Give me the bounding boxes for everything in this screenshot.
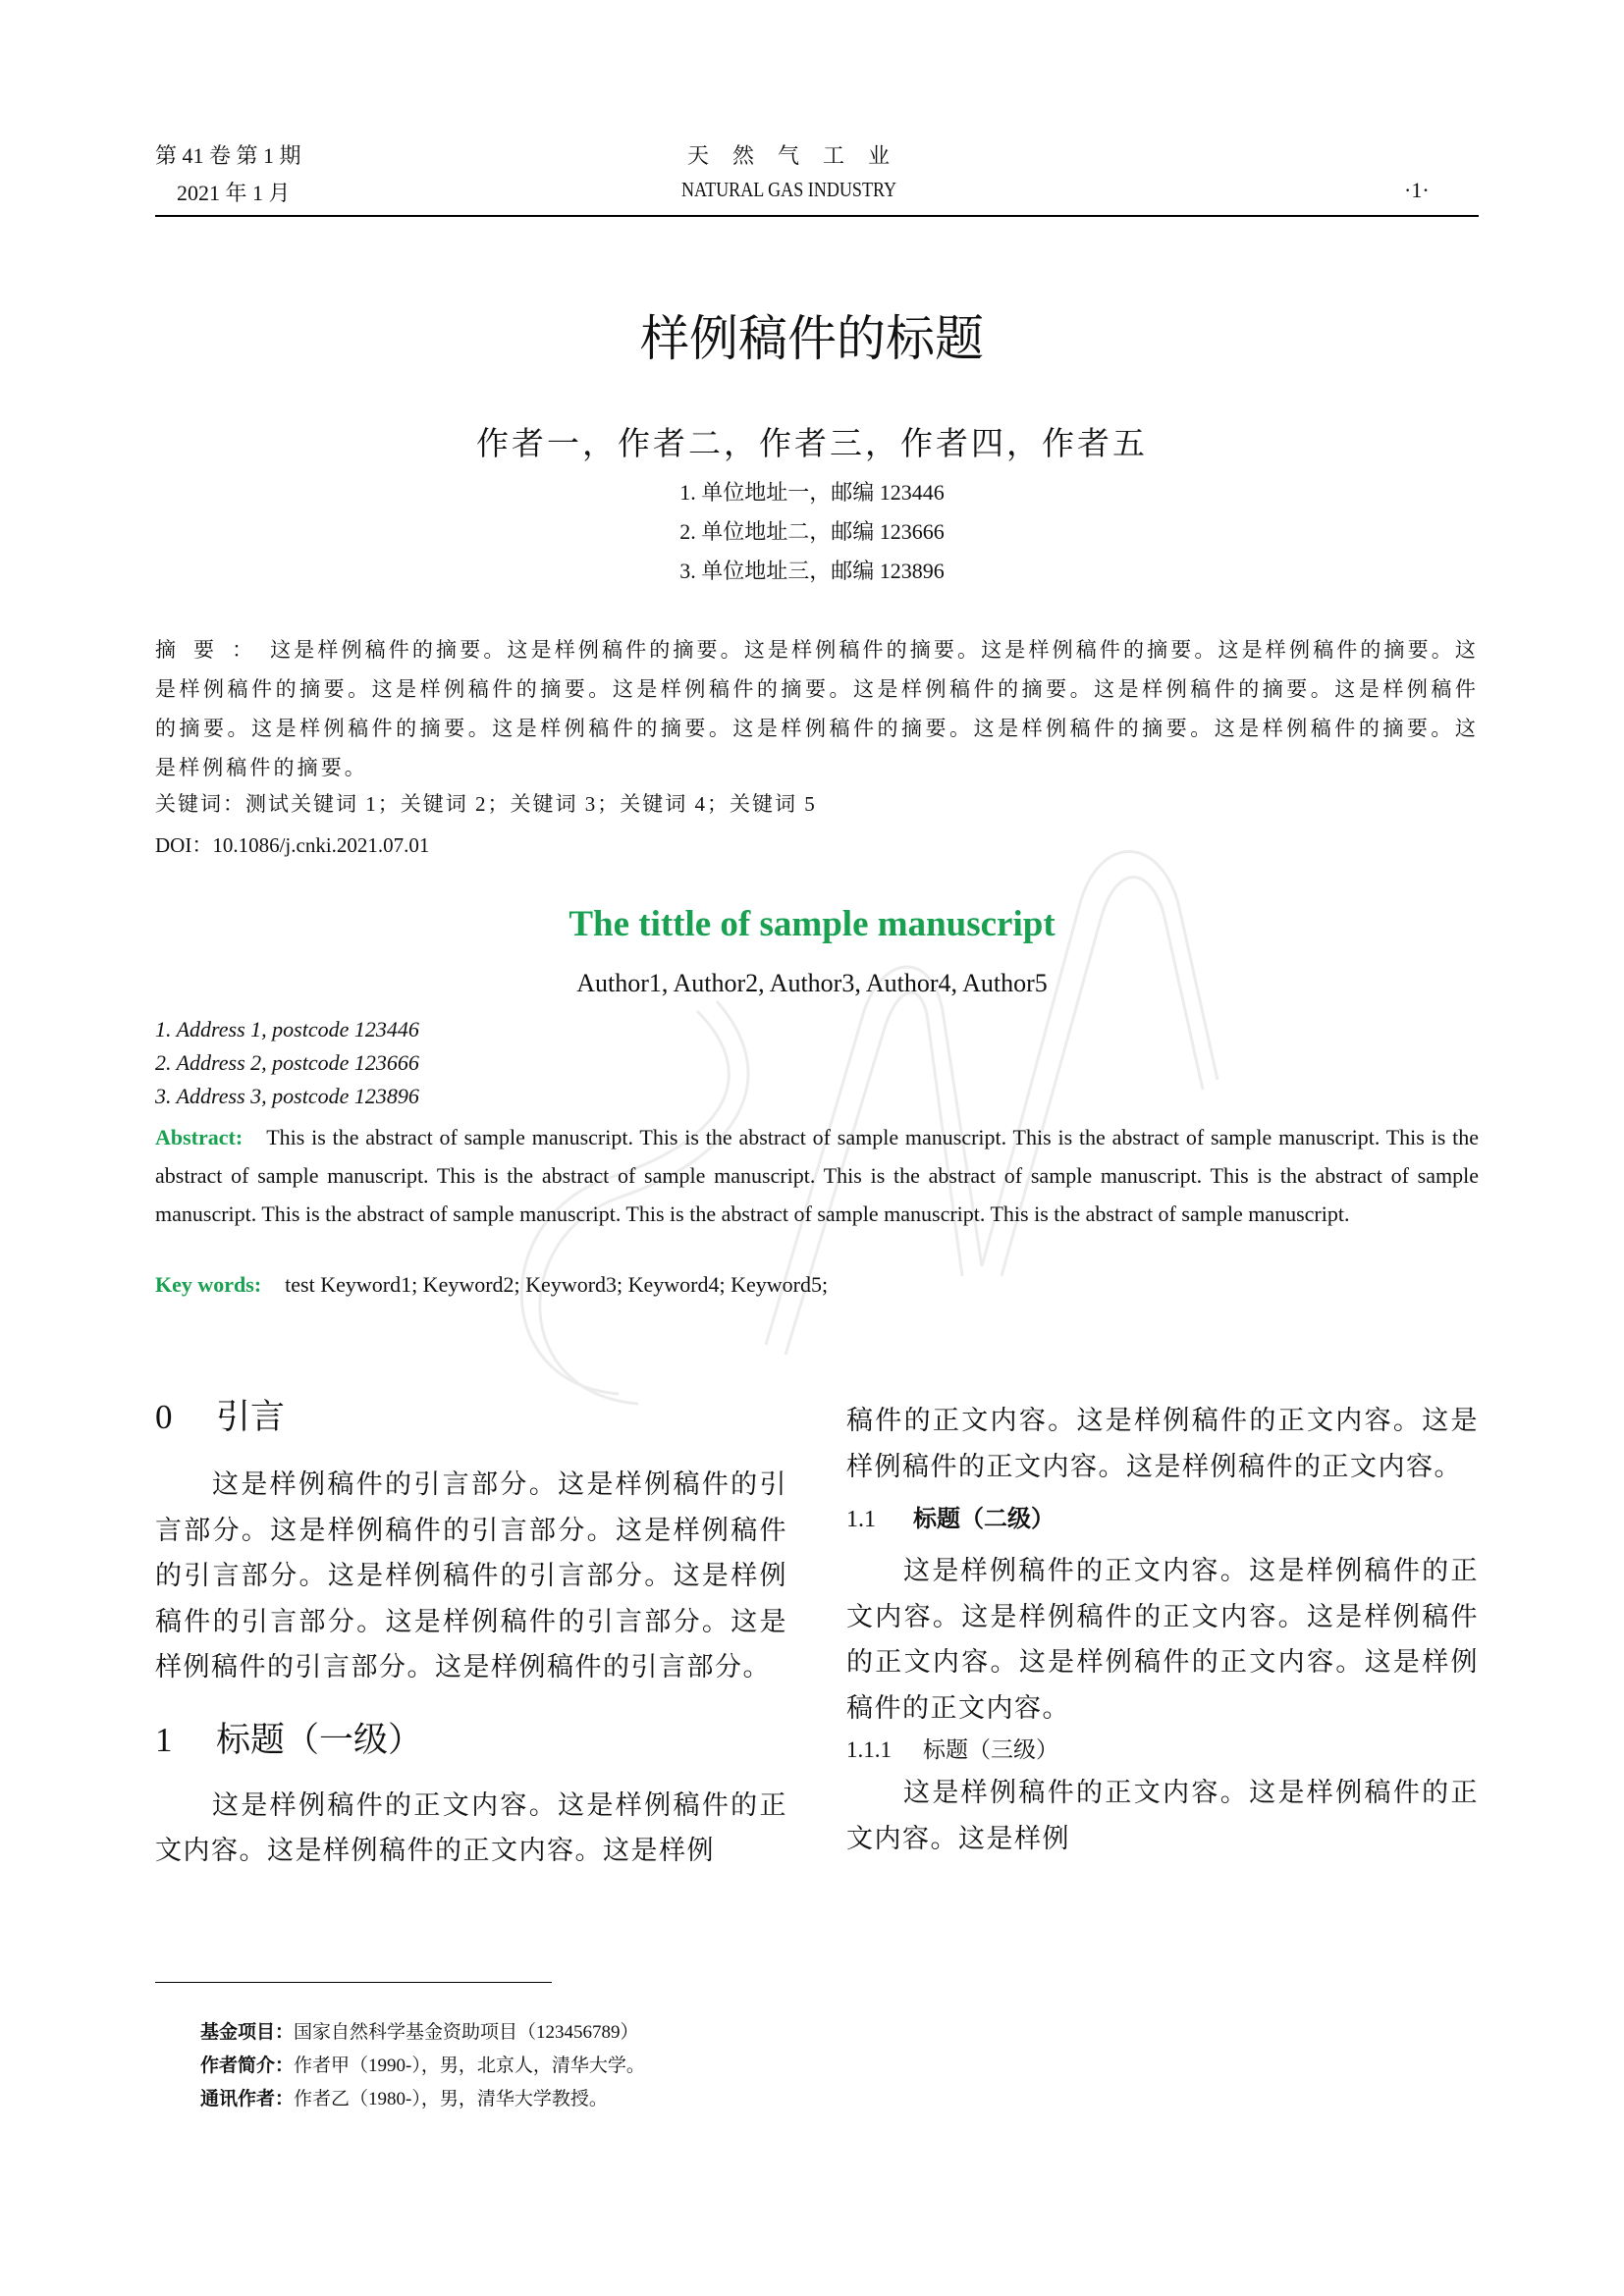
footnote-text: 作者甲（1990-），男，北京人，清华大学。 [294, 2056, 645, 2076]
issue-date: 2021 年 1 月 [177, 181, 291, 205]
journal-name-cn: 天然气工业 [687, 143, 914, 168]
keywords-en-label: Key words: [155, 1272, 262, 1297]
doi[interactable]: DOI：10.1086/j.cnki.2021.07.01 [155, 833, 430, 857]
subsection-number: 1.1 [846, 1507, 876, 1532]
address-en: 3. Address 3, postcode 123896 [155, 1084, 419, 1108]
paragraph: 这是样例稿件的正文内容。这是样例稿件的正文内容。这是样例稿件的正文内容。这是样例 [155, 1789, 787, 1865]
subsection-title: 标题（二级） [913, 1505, 1055, 1532]
affiliation-cn: 3. 单位地址三，邮编 123896 [679, 559, 945, 583]
section-heading [155, 1712, 787, 1769]
subsection-heading [846, 1493, 1479, 1544]
title-cn: 样例稿件的标题 [640, 310, 984, 367]
title-en: The tittle of sample manuscript [568, 904, 1056, 944]
paragraph: 稿件的正文内容。这是样例稿件的正文内容。这是样例稿件的正文内容。这是样例稿件的正文内容。 [846, 1406, 1479, 1481]
footnote-label: 基金项目： [200, 2021, 295, 2043]
section-number: 1 [155, 1720, 173, 1759]
subsubsection-heading [846, 1731, 1479, 1770]
abstract-en [155, 1118, 1479, 1233]
journal-name-en: NATURAL GAS INDUSTRY [681, 178, 897, 201]
abstract-cn [155, 630, 1479, 787]
watermark-logo [471, 756, 1257, 1443]
footnote-label: 作者简介： [200, 2055, 295, 2076]
keywords-cn: 关键词：测试关键词 1；关键词 2；关键词 3；关键词 4；关键词 5 [155, 792, 817, 816]
body-column-right [846, 1398, 1479, 1861]
header-rule [155, 215, 1479, 217]
footnote-text: 国家自然科学基金资助项目（123456789） [294, 2022, 639, 2043]
abstract-en-label: Abstract: [155, 1125, 244, 1149]
subsubsection-title: 标题（三级） [923, 1737, 1058, 1762]
footnote-corresponding [200, 2084, 608, 2110]
keywords-en [155, 1272, 828, 1298]
keywords-en-text: test Keyword1; Keyword2; Keyword3; Keyword4; Keyword5; [285, 1272, 829, 1297]
footnote-label: 通讯作者： [200, 2088, 295, 2109]
footnote-rule [155, 1982, 552, 1983]
authors-cn: 作者一，作者二，作者三，作者四，作者五 [476, 427, 1148, 462]
section-number: 0 [155, 1398, 173, 1436]
abstract-en-text: This is the abstract of sample manuscript. This is the abstract of sample manuscript. This is the abstract of sample manuscript. This is the abstract of sample manuscript. This is the abstract of sample manuscript. This is the abstract of sample manuscript. This is the abstract of sample manuscript. This is the abstract of sample manuscript. This is the abstract of sample manuscript. This is the abstract of sample manuscript. [155, 1125, 1479, 1226]
affiliation-cn: 2. 单位地址二，邮编 123666 [679, 519, 945, 544]
abstract-cn-text: 这是样例稿件的摘要。这是样例稿件的摘要。这是样例稿件的摘要。这是样例稿件的摘要。这是样例稿件的摘要。这是样例稿件的摘要。这是样例稿件的摘要。这是样例稿件的摘要。这是样例稿件的摘要。这是样例稿件的摘要。这是样例稿件的摘要。这是样例稿件的摘要。这是样例稿件的摘要。这是样例稿件的摘要。这是样例稿件的摘要。这是样例稿件的摘要。这是样例稿件的摘要。 [155, 638, 1479, 779]
footnote-author-bio [200, 2051, 645, 2077]
body-column-left [155, 1389, 787, 1874]
page-number: ·1· [1404, 178, 1430, 202]
abstract-cn-label: 摘要： [155, 638, 271, 662]
subsubsection-number: 1.1.1 [846, 1737, 892, 1762]
authors-en: Author1, Author2, Author3, Author4, Author5 [576, 969, 1048, 997]
footnote-funding [200, 2017, 639, 2044]
address-en: 1. Address 1, postcode 123446 [155, 1017, 419, 1041]
section-heading [155, 1389, 787, 1446]
paragraph: 这是样例稿件的正文内容。这是样例稿件的正文内容。这是样例 [846, 1778, 1479, 1853]
paragraph: 这是样例稿件的正文内容。这是样例稿件的正文内容。这是样例稿件的正文内容。这是样例稿件的正文内容。这是样例稿件的正文内容。这是样例稿件的正文内容。 [846, 1556, 1479, 1723]
section-title: 引言 [216, 1398, 286, 1437]
affiliation-cn: 1. 单位地址一，邮编 123446 [679, 480, 945, 505]
volume-issue: 第 41 卷 第 1 期 [155, 143, 301, 168]
section-title: 标题（一级） [216, 1720, 423, 1760]
footnote-text: 作者乙（1980-），男，清华大学教授。 [294, 2089, 608, 2109]
address-en: 2. Address 2, postcode 123666 [155, 1050, 419, 1075]
paragraph: 这是样例稿件的引言部分。这是样例稿件的引言部分。这是样例稿件的引言部分。这是样例稿件的引言部分。这是样例稿件的引言部分。这是样例稿件的引言部分。这是样例稿件的引言部分。这是样例稿件的引言部分。这是样例稿件的引言部分。 [155, 1469, 787, 1682]
